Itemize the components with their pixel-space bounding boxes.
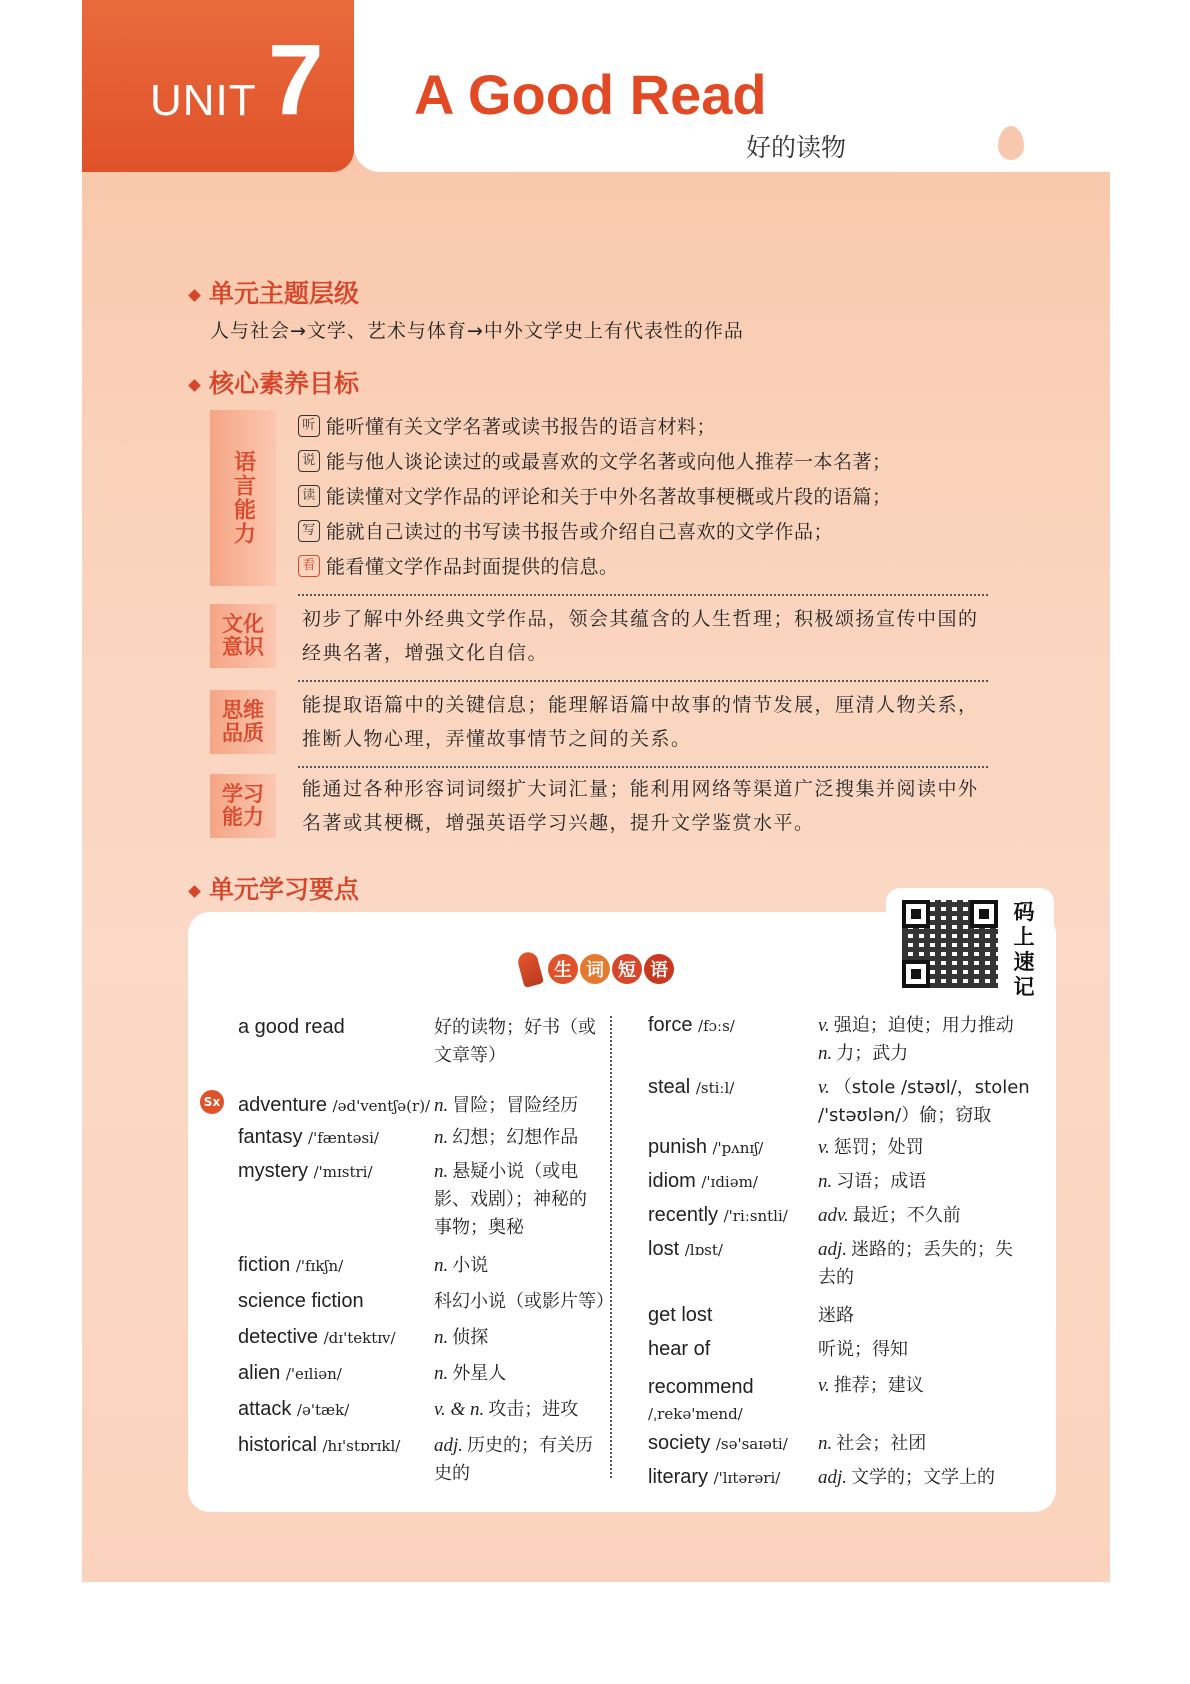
vocab-meaning — [818, 1134, 1050, 1162]
thinking-tag-text: 思维品质 — [222, 698, 264, 745]
meaning-text: 强迫；迫使；用力推动 — [833, 1015, 1014, 1036]
vocab-word — [648, 1238, 723, 1261]
diamond-bullet-icon — [188, 379, 201, 392]
meaning-text: 幻想；幻想作品 — [452, 1127, 579, 1148]
vocab-word — [648, 1170, 758, 1193]
divider — [298, 680, 988, 682]
part-of-speech: n. — [434, 1327, 449, 1348]
part-of-speech: n. — [434, 1255, 449, 1276]
part-of-speech: v. — [818, 1375, 830, 1396]
part-of-speech: v. — [818, 1137, 830, 1158]
vocab-word — [648, 1204, 788, 1227]
meaning-text: 悬疑小说（或电影、戏剧）；神秘的事物；奥秘 — [434, 1161, 587, 1238]
vocab-word — [648, 1338, 710, 1361]
part-of-speech: v. — [818, 1077, 830, 1098]
thinking-text: 能提取语篇中的关键信息；能理解语篇中故事的情节发展，厘清人物关系，推断人物心理，弄懂故事情节之间的关系。 — [302, 694, 979, 750]
meaning-text: 迷路 — [818, 1305, 854, 1326]
phonetic: /ə'tæk/ — [296, 1401, 350, 1419]
badge-char: 短 — [612, 954, 642, 984]
meaning-text: 听说；得知 — [818, 1339, 908, 1360]
word-text: hear of — [648, 1338, 711, 1360]
part-of-speech: v. & n. — [434, 1399, 485, 1420]
part-of-speech: n. — [818, 1043, 833, 1064]
word-text: detective — [238, 1326, 319, 1348]
word-text: a good read — [238, 1016, 345, 1038]
phonetic: /'fɪkʃn/ — [295, 1257, 344, 1275]
word-text: steal — [648, 1076, 691, 1098]
meaning-text: 科幻小说（或影片等） — [434, 1291, 614, 1312]
vocab-word — [648, 1304, 712, 1327]
meaning-text: （stole /stəʊl/，stolen /'stəʊlən/）偷；窃取 — [818, 1077, 1030, 1126]
vocab-word — [238, 1094, 430, 1117]
part-of-speech: v. — [818, 1015, 830, 1036]
badge-char: 词 — [580, 954, 610, 984]
part-of-speech: n. — [434, 1161, 449, 1182]
skill-text: 能与他人谈论读过的或最喜欢的文学名著或向他人推荐一本名著； — [326, 451, 892, 473]
pen-icon — [516, 950, 544, 988]
vocab-meaning — [434, 1396, 604, 1424]
vocab-word — [238, 1326, 396, 1349]
diamond-bullet-icon — [188, 289, 201, 302]
view-icon: 看 — [298, 555, 320, 577]
listen-icon: 听 — [298, 415, 320, 437]
divider — [298, 594, 988, 596]
culture-tag — [210, 604, 276, 668]
meaning-text: 外星人 — [452, 1363, 507, 1384]
vocab-meaning — [434, 1124, 604, 1152]
phonetic: /'eɪliən/ — [285, 1365, 342, 1383]
skill-text: 能就自己读过的书写读书报告或介绍自己喜欢的文学作品； — [326, 521, 834, 543]
word-text: alien — [238, 1362, 281, 1384]
theme-heading-text: 单元主题层级 — [209, 279, 360, 308]
unit-number: 7 — [268, 24, 324, 136]
word-text: literary — [648, 1466, 709, 1488]
phonetic: /əd'ventʃə(r)/ — [332, 1097, 431, 1115]
divider — [298, 766, 988, 768]
word-text: attack — [238, 1398, 292, 1420]
vocab-badge — [520, 952, 676, 986]
part-of-speech: n. — [818, 1433, 833, 1454]
skill-listen — [298, 412, 716, 439]
meaning-text: 文学的；文学上的 — [851, 1467, 996, 1488]
meaning-text: 社会；社团 — [836, 1433, 927, 1454]
phonetic: /'pʌnɪʃ/ — [712, 1139, 764, 1157]
culture-tag-text: 文化意识 — [222, 612, 264, 659]
skill-text: 能读懂对文学作品的评论和关于中外名著故事梗概或片段的语篇； — [326, 486, 892, 508]
vocab-meaning — [818, 1372, 1050, 1400]
word-text: mystery — [238, 1160, 308, 1182]
phonetic: /ˌrekə'mend/ — [648, 1405, 743, 1423]
diamond-bullet-icon — [188, 885, 201, 898]
vocab-meaning — [818, 1074, 1050, 1130]
vocab-meaning — [434, 1324, 604, 1352]
vocab-word — [238, 1434, 400, 1457]
vocab-meaning — [434, 1288, 614, 1316]
phonetic: /fɔːs/ — [698, 1017, 735, 1035]
vocab-meaning — [434, 1432, 604, 1488]
vocab-meaning — [818, 1168, 1050, 1196]
sx-mark-icon: Sx — [200, 1090, 224, 1114]
vocab-word — [238, 1016, 345, 1039]
vocab-word — [648, 1466, 780, 1489]
points-heading — [190, 870, 359, 906]
vocab-word — [238, 1126, 379, 1149]
skill-speak — [298, 447, 892, 474]
vocab-meaning — [818, 1302, 1050, 1330]
qr-finder-icon — [902, 960, 930, 988]
word-text: society — [648, 1432, 711, 1454]
part-of-speech: adj. — [434, 1435, 464, 1456]
vocab-word — [238, 1362, 342, 1385]
learning-tag-text: 学习能力 — [222, 782, 264, 829]
phonetic: /dɪ'tektɪv/ — [323, 1329, 396, 1347]
part-of-speech: n. — [434, 1095, 449, 1116]
vocab-word — [238, 1290, 364, 1313]
meaning-text: 惩罚；处罚 — [833, 1137, 924, 1158]
qr-label: 码上速记 — [1013, 900, 1035, 999]
thinking-tag — [210, 690, 276, 754]
meaning-text: 习语；成语 — [836, 1171, 927, 1192]
read-icon: 读 — [298, 485, 320, 507]
vocab-meaning — [434, 1158, 604, 1242]
vocab-word — [648, 1014, 735, 1037]
write-icon: 写 — [298, 520, 320, 542]
part-of-speech: n. — [434, 1127, 449, 1148]
page-title: A Good Read — [414, 63, 767, 126]
word-text: punish — [648, 1136, 707, 1158]
part-of-speech: n. — [434, 1363, 449, 1384]
word-text: get lost — [648, 1304, 713, 1326]
meaning-text: 侦探 — [452, 1327, 489, 1348]
vocab-meaning — [818, 1336, 1050, 1364]
vocab-word — [238, 1160, 373, 1183]
word-text: fantasy — [238, 1126, 303, 1148]
word-text: idiom — [648, 1170, 696, 1192]
vocab-meaning — [818, 1430, 1050, 1458]
word-text: force — [648, 1014, 693, 1036]
vocab-meaning — [818, 1012, 1050, 1068]
meaning-text: 推荐；建议 — [833, 1375, 924, 1396]
vocab-word — [648, 1432, 788, 1455]
skill-text: 能看懂文学作品封面提供的信息。 — [326, 556, 619, 578]
word-text: science fiction — [238, 1290, 364, 1312]
word-text: recommend — [648, 1376, 754, 1398]
theme-text: 人与社会→文学、艺术与体育→中外文学史上有代表性的作品 — [210, 320, 744, 342]
phonetic: /hɪ'stɒrɪkl/ — [322, 1437, 401, 1455]
word-text: recently — [648, 1204, 719, 1226]
unit-banner — [82, 0, 354, 172]
drop-decoration-icon — [998, 126, 1024, 160]
badge-char: 语 — [644, 954, 674, 984]
vocab-word — [648, 1374, 754, 1427]
column-divider — [610, 1016, 612, 1478]
meaning-text: 迷路的；丢失的；失去的 — [818, 1239, 1014, 1288]
vocab-word — [648, 1076, 734, 1099]
vocab-meaning — [434, 1014, 604, 1070]
learning-text: 能通过各种形容词词缀扩大词汇量；能利用网络等渠道广泛搜集并阅读中外名著或其梗概，增强英语学习兴趣，提升文学鉴赏水平。 — [302, 778, 979, 834]
word-text: fiction — [238, 1254, 291, 1276]
vocab-meaning — [434, 1092, 604, 1120]
speak-icon: 说 — [298, 450, 320, 472]
language-ability-tag: 语言能力 — [210, 410, 276, 586]
vocab-meaning — [434, 1252, 604, 1280]
vocab-word — [238, 1254, 343, 1277]
culture-text: 初步了解中外经典文学作品，领会其蕴含的人生哲理；积极颂扬宣传中国的经典名著，增强文化自信。 — [302, 608, 979, 664]
part-of-speech: n. — [818, 1171, 833, 1192]
word-text: historical — [238, 1434, 317, 1456]
theme-heading — [190, 274, 359, 310]
core-heading-text: 核心素养目标 — [209, 369, 360, 398]
meaning-text: 最近；不久前 — [852, 1205, 961, 1226]
phonetic: /'mɪstri/ — [313, 1163, 373, 1181]
part-of-speech: adj. — [818, 1467, 848, 1488]
qr-finder-icon — [970, 900, 998, 928]
vocab-meaning — [818, 1464, 1050, 1492]
vocab-meaning — [818, 1236, 1018, 1292]
phonetic: /'fæntəsi/ — [308, 1129, 379, 1147]
unit-word: UNIT — [150, 76, 257, 125]
qr-finder-icon — [902, 900, 930, 928]
meaning-text: 小说 — [452, 1255, 489, 1276]
vocab-word — [648, 1136, 763, 1159]
meaning-text: 历史的；有关历史的 — [434, 1435, 594, 1484]
vocab-meaning — [818, 1202, 1050, 1230]
part-of-speech: adj. — [818, 1239, 848, 1260]
meaning-text: 冒险；冒险经历 — [452, 1095, 579, 1116]
skill-view — [298, 552, 619, 579]
core-heading — [190, 364, 359, 400]
meaning-text: 好的读物；好书（或文章等） — [434, 1017, 596, 1066]
meaning-text: 攻击；进攻 — [488, 1399, 579, 1420]
phonetic: /lɒst/ — [684, 1241, 723, 1259]
phonetic: /sə'saɪəti/ — [715, 1435, 788, 1453]
phonetic: /'riːsntli/ — [723, 1207, 788, 1225]
phonetic: /stiːl/ — [695, 1079, 735, 1097]
word-text: lost — [648, 1238, 680, 1260]
skill-write — [298, 517, 833, 544]
page-subtitle: 好的读物 — [746, 133, 847, 162]
skill-text: 能听懂有关文学名著或读书报告的语言材料； — [326, 416, 717, 438]
part-of-speech: adv. — [818, 1205, 849, 1226]
meaning-text: 力；武力 — [836, 1043, 909, 1064]
phonetic: /'lɪtərəri/ — [713, 1469, 781, 1487]
learning-tag — [210, 774, 276, 838]
badge-char: 生 — [548, 954, 578, 984]
vocab-meaning — [434, 1360, 604, 1388]
vocab-word — [238, 1398, 349, 1421]
phonetic: /'ɪdiəm/ — [701, 1173, 758, 1191]
skill-read — [298, 482, 892, 509]
word-text: adventure — [238, 1094, 327, 1116]
points-heading-text: 单元学习要点 — [209, 875, 360, 904]
